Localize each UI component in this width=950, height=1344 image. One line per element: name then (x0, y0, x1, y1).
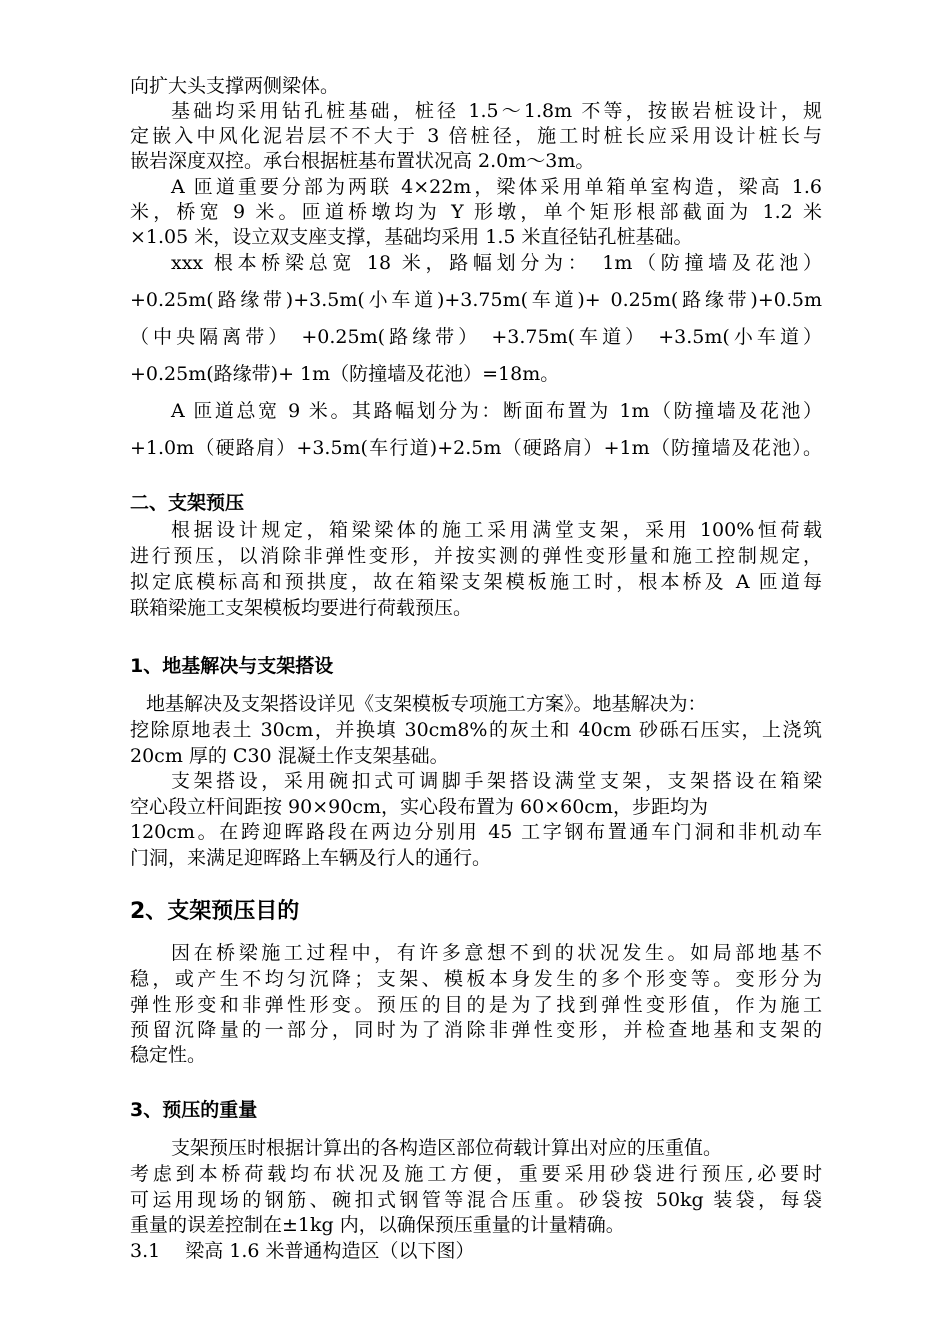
text-line: +0.25m(路缘带)+ 1m（防撞墙及花池）=18m。 (130, 363, 560, 385)
text-line: 支架搭设，采用碗扣式可调脚手架搭设满堂支架，支架搭设在箱梁 (171, 770, 822, 792)
text-line: 向扩大头支撑两侧梁体。 (130, 75, 340, 97)
text-line: 稳，或产生不均匀沉降；支架、模板本身发生的多个形变等。变形分为 (130, 968, 822, 990)
text-line: 预留沉降量的一部分，同时为了消除非弹性变形，并检查地基和支架的 (130, 1019, 822, 1041)
text-line: 重量的误差控制在±1kg 内，以确保预压重量的计量精确。 (130, 1214, 625, 1236)
text-line: +1.0m（硬路肩）+3.5m(车行道)+2.5m（硬路肩）+1m（防撞墙及花池）。 (130, 437, 822, 459)
text-line: 空心段立杆间距按 90×90cm，实心段布置为 60×60cm，步距均为 (130, 796, 708, 818)
text-line: （中央隔离带） +0.25m(路缘带） +3.75m(车道） +3.5m(小车道） (130, 326, 822, 348)
text-line: 定嵌入中风化泥岩层不不大于 3 倍桩径，施工时桩长应采用设计桩长与 (130, 125, 822, 147)
text-line: 20cm 厚的 C30 混凝土作支架基础。 (130, 745, 449, 767)
text-line: 考虑到本桥荷载均布状况及施工方便，重要采用砂袋进行预压,必要时 (130, 1163, 822, 1185)
text-line: 根据设计规定，箱梁梁体的施工采用满堂支架，采用 100%恒荷载 (171, 519, 822, 541)
section-heading: 二、支架预压 (130, 492, 245, 514)
text-line: 联箱梁施工支架模板均要进行荷载预压。 (130, 597, 473, 619)
text-line: 因在桥梁施工过程中，有许多意想不到的状况发生。如局部地基不 (171, 942, 822, 964)
text-line: A 匝道重要分部为两联 4×22m，梁体采用单箱单室构造，梁高 1.6 (171, 176, 822, 198)
text-line: ×1.05 米，设立双支座支撑，基础均采用 1.5 米直径钻孔桩基础。 (130, 226, 693, 248)
text-line: 稳定性。 (130, 1044, 207, 1066)
text-line: 挖除原地表土 30cm，并换填 30cm8%的灰土和 40cm 砂砾石压实，上浇筑 (130, 719, 822, 741)
text-line: xxx 根本桥梁总宽 18 米，路幅划分为： 1m（防撞墙及花池） (171, 252, 822, 274)
text-line: 地基解决及支架搭设详见《支架模板专项施工方案》。地基解决为： (146, 693, 707, 715)
text-line: 嵌岩深度双控。承台根据桩基布置状况高 2.0m～3m。 (130, 150, 595, 172)
text-line: 可运用现场的钢筋、碗扣式钢管等混合压重。砂袋按 50kg 装袋，每袋 (130, 1189, 822, 1211)
text-line: 支架预压时根据计算出的各构造区部位荷载计算出对应的压重值。 (171, 1137, 723, 1159)
text-line: 拟定底模标高和预拱度，故在箱梁支架模板施工时，根本桥及 A 匝道每 (130, 571, 822, 593)
text-line: 进行预压，以消除非弹性变形，并按实测的弹性变形量和施工控制规定， (130, 545, 822, 567)
text-line: +0.25m(路缘带)+3.5m(小车道)+3.75m(车道)+ 0.25m(路缘带)+0.5m (130, 289, 822, 311)
text-line: 120cm。在跨迎晖路段在两边分别用 45 工字钢布置通车门洞和非机动车 (130, 821, 822, 843)
text-line: 门洞，来满足迎晖路上车辆及行人的通行。 (130, 847, 492, 869)
text-line: 米，桥宽 9 米。匝道桥墩均为 Y 形墩，单个矩形根部截面为 1.2 米 (130, 201, 822, 223)
text-line: A 匝道总宽 9 米。其路幅划分为：断面布置为 1m（防撞墙及花池） (171, 400, 822, 422)
text-line: 基础均采用钻孔桩基础，桩径 1.5～1.8m 不等，按嵌岩桩设计，规 (171, 100, 822, 122)
text-line: 3.1 梁高 1.6 米普通构造区（以下图） (130, 1240, 475, 1262)
subsection-heading: 1、地基解决与支架搭设 (130, 655, 334, 677)
text-line: 弹性形变和非弹性形变。预压的目的是为了找到弹性变形值，作为施工 (130, 994, 822, 1016)
subsection-heading: 2、支架预压目的 (130, 899, 300, 924)
subsection-heading: 3、预压的重量 (130, 1099, 258, 1121)
